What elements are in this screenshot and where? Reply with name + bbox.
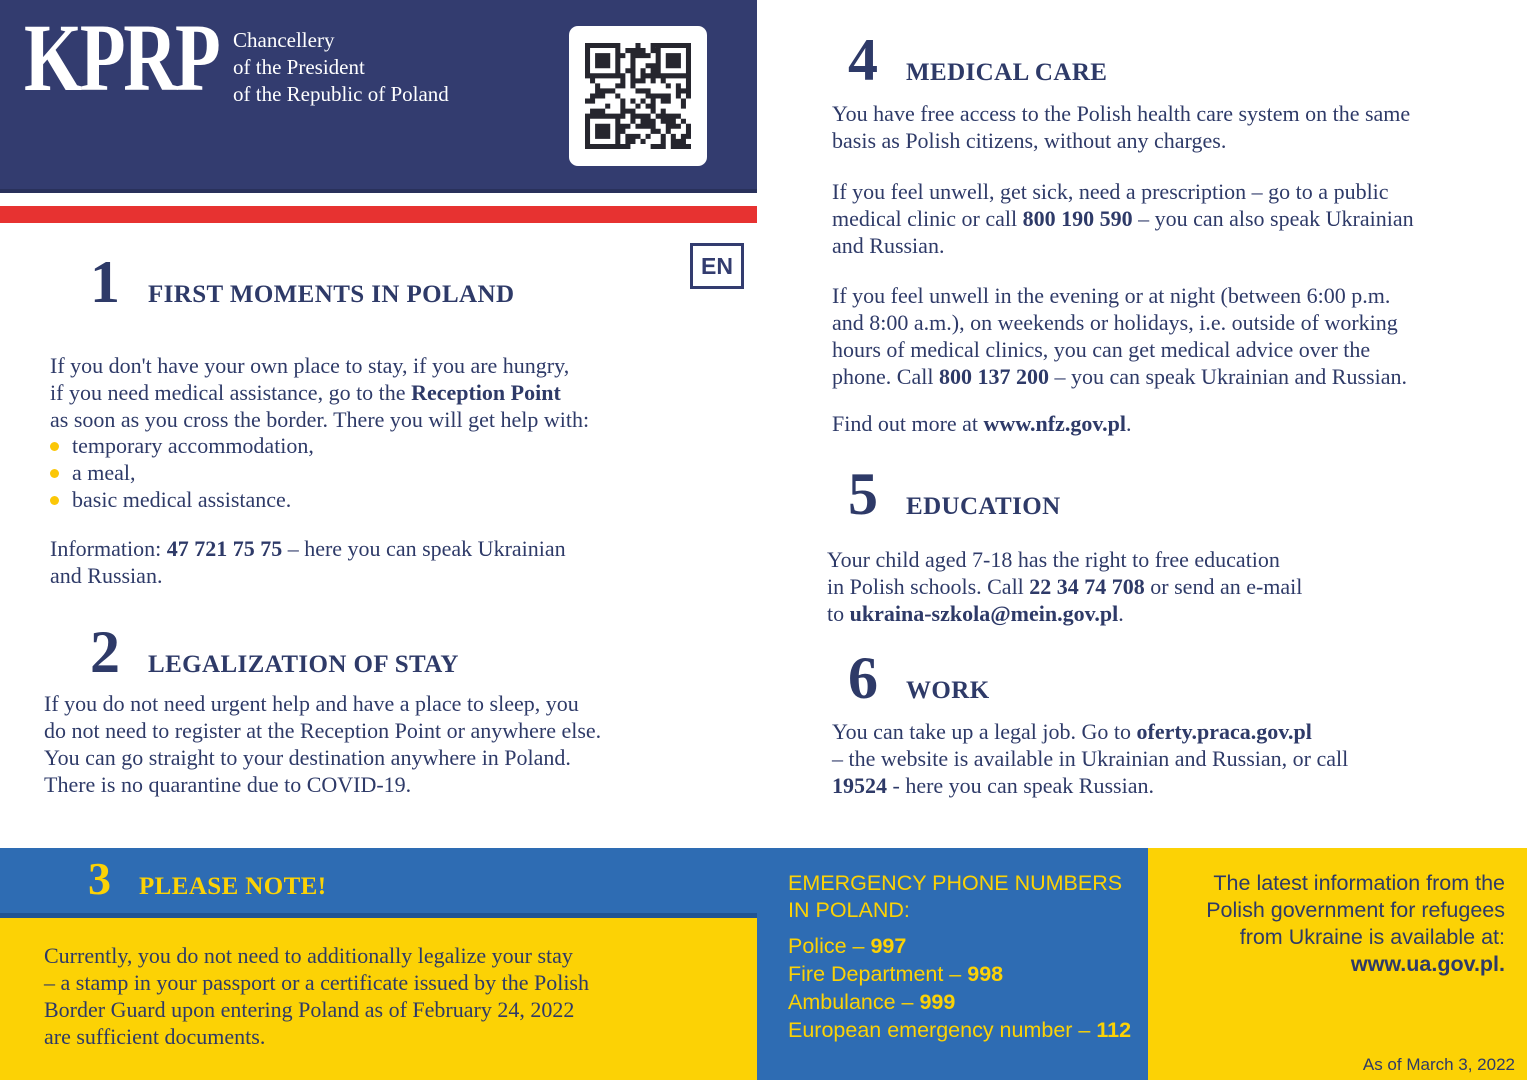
section-4-paragraph-1 bbox=[832, 100, 1410, 154]
section-3-header bbox=[88, 853, 327, 904]
emergency-line-european bbox=[788, 1016, 1131, 1044]
qr-code-image bbox=[585, 43, 691, 149]
emergency-number-list bbox=[788, 932, 1131, 1044]
text-run: Ambulance – bbox=[788, 990, 920, 1014]
as-of-date: As of March 3, 2022 bbox=[1362, 1055, 1515, 1074]
section-2-title: LEGALIZATION OF STAY bbox=[148, 651, 459, 678]
text-run: and Russian. bbox=[50, 563, 163, 588]
section-4-paragraph-2 bbox=[832, 178, 1414, 259]
section-1-bullet-list bbox=[50, 432, 314, 513]
emergency-line-police bbox=[788, 932, 1131, 960]
text-run-bold: 800 190 590 bbox=[1022, 206, 1133, 231]
text-run: or send an e-mail bbox=[1144, 574, 1303, 599]
text-run: IN POLAND: bbox=[788, 898, 910, 922]
text-run: If you feel unwell in the evening or at night (between 6:00 p.m. bbox=[832, 283, 1391, 308]
section-2-header bbox=[90, 619, 459, 685]
text-run: You have free access to the Polish health care system on the same bbox=[832, 101, 1411, 126]
section-1-info bbox=[50, 535, 566, 589]
emergency-line-ambulance bbox=[788, 988, 1131, 1016]
section-3-note-box bbox=[0, 918, 757, 1080]
section-6-header bbox=[848, 645, 990, 711]
section-4-paragraph-3 bbox=[832, 282, 1407, 390]
section-1-title: FIRST MOMENTS IN POLAND bbox=[148, 281, 515, 308]
text-run-bold: 112 bbox=[1096, 1018, 1132, 1042]
bullet-item bbox=[50, 486, 314, 513]
text-run-bold: oferty.praca.gov.pl bbox=[1136, 719, 1312, 744]
bullet-dot-icon bbox=[50, 442, 59, 451]
text-run-bold: 19524 bbox=[832, 773, 887, 798]
org-name-line: Chancellery bbox=[233, 28, 335, 52]
text-run: Polish government for refugees bbox=[1206, 898, 1505, 922]
language-badge-en: EN bbox=[690, 243, 744, 289]
text-run: in Polish schools. Call bbox=[827, 574, 1030, 599]
text-run: medical clinic or call bbox=[832, 206, 1023, 231]
qr-code bbox=[569, 26, 707, 166]
section-5-paragraph bbox=[827, 546, 1302, 627]
text-run: from Ukraine is available at: bbox=[1239, 925, 1505, 949]
section-6-number: 6 bbox=[848, 645, 878, 711]
text-run-bold: 800 137 200 bbox=[938, 364, 1049, 389]
text-run: phone. Call bbox=[832, 364, 939, 389]
section-4-paragraph-4 bbox=[832, 410, 1131, 437]
header-brand-bar bbox=[0, 0, 757, 193]
text-run-bold: 998 bbox=[967, 962, 1004, 986]
section-3-body bbox=[44, 942, 589, 1050]
text-run: – here you can speak Ukrainian bbox=[282, 536, 566, 561]
section-1-intro bbox=[50, 352, 589, 433]
text-run: . bbox=[1118, 601, 1124, 626]
section-4-number: 4 bbox=[848, 27, 878, 93]
org-name-line: of the Republic of Poland bbox=[233, 82, 449, 106]
section-5-header bbox=[848, 461, 1061, 527]
emergency-box bbox=[757, 848, 1148, 1080]
text-run: Your child aged 7-18 has the right to free education bbox=[827, 547, 1280, 572]
text-run: Information: bbox=[50, 536, 167, 561]
section-3-band bbox=[0, 848, 757, 918]
text-run: European emergency number – bbox=[788, 1018, 1097, 1042]
text-run: If you do not need urgent help and have a place to sleep, you bbox=[44, 691, 579, 716]
section-3-title: PLEASE NOTE! bbox=[139, 873, 327, 900]
section-6-paragraph bbox=[832, 718, 1348, 799]
text-run: if you need medical assistance, go to the bbox=[50, 380, 412, 405]
section-5-number: 5 bbox=[848, 461, 878, 527]
kprp-logo: KPRP bbox=[24, 4, 219, 111]
bullet-item bbox=[50, 432, 314, 459]
text-run: – you can also speak Ukrainian bbox=[1132, 206, 1414, 231]
text-run: The latest information from the bbox=[1213, 871, 1505, 895]
text-run: If you don't have your own place to stay, if you are hungry, bbox=[50, 353, 570, 378]
section-1-header bbox=[90, 249, 515, 315]
text-run-bold: 997 bbox=[870, 934, 907, 958]
org-name-line: of the President bbox=[233, 55, 365, 79]
text-run: EMERGENCY PHONE NUMBERS bbox=[788, 871, 1123, 895]
text-run: If you feel unwell, get sick, need a prescription – go to a public bbox=[832, 179, 1389, 204]
bullet-item bbox=[50, 459, 314, 486]
text-run: to bbox=[827, 601, 850, 626]
text-run: and 8:00 a.m.), on weekends or holidays, i.e. outside of working bbox=[832, 310, 1398, 335]
section-4-title: MEDICAL CARE bbox=[906, 59, 1108, 86]
text-run-bold: 22 34 74 708 bbox=[1029, 574, 1145, 599]
text-run: – the website is available in Ukrainian and Russian, or call bbox=[832, 746, 1349, 771]
text-run: There is no quarantine due to COVID-19. bbox=[44, 772, 412, 797]
text-run: as soon as you cross the border. There you will get help with: bbox=[50, 407, 590, 432]
text-run: – you can speak Ukrainian and Russian. bbox=[1048, 364, 1407, 389]
emergency-title bbox=[788, 870, 1122, 924]
text-run: hours of medical clinics, you can get medical advice over the bbox=[832, 337, 1371, 362]
latest-info-text bbox=[1206, 870, 1505, 978]
text-run: Police – bbox=[788, 934, 871, 958]
text-run-bold: 999 bbox=[919, 990, 956, 1014]
text-run: Currently, you do not need to additionally legalize your stay bbox=[44, 943, 573, 968]
org-name bbox=[233, 27, 449, 108]
text-run: and Russian. bbox=[832, 233, 945, 258]
text-run: - here you can speak Russian. bbox=[887, 773, 1154, 798]
bullet-text: basic medical assistance. bbox=[72, 487, 292, 512]
text-run: are sufficient documents. bbox=[44, 1024, 266, 1049]
section-3-number: 3 bbox=[88, 853, 111, 904]
text-run: Fire Department – bbox=[788, 962, 968, 986]
text-run: . bbox=[1125, 411, 1132, 436]
text-run: Border Guard upon entering Poland as of February 24, 2022 bbox=[44, 997, 575, 1022]
section-5-title: EDUCATION bbox=[906, 493, 1061, 520]
text-run: do not need to register at the Reception Point or anywhere else. bbox=[44, 718, 602, 743]
text-run: You can go straight to your destination anywhere in Poland. bbox=[44, 745, 571, 770]
section-4-header bbox=[848, 27, 1108, 93]
bullet-dot-icon bbox=[50, 496, 59, 505]
text-run: – a stamp in your passport or a certificate issued by the Polish bbox=[44, 970, 589, 995]
section-1-number: 1 bbox=[90, 249, 120, 315]
latest-info-box bbox=[1148, 848, 1527, 1080]
text-run-bold: Reception Point bbox=[411, 380, 561, 405]
section-2-number: 2 bbox=[90, 619, 120, 685]
bullet-text: temporary accommodation, bbox=[72, 433, 314, 458]
text-run: Find out more at bbox=[832, 411, 984, 436]
bullet-dot-icon bbox=[50, 469, 59, 478]
bullet-text: a meal, bbox=[72, 460, 136, 485]
flag-red-stripe bbox=[0, 206, 757, 223]
text-run: You can take up a legal job. Go to bbox=[832, 719, 1137, 744]
section-6-title: WORK bbox=[906, 677, 990, 704]
text-run: basis as Polish citizens, without any charges. bbox=[832, 128, 1227, 153]
section-2-body bbox=[44, 690, 601, 798]
emergency-line-fire bbox=[788, 960, 1131, 988]
text-run-bold: www.ua.gov.pl. bbox=[1350, 952, 1505, 976]
text-run-bold: www.nfz.gov.pl bbox=[983, 411, 1126, 436]
text-run-bold: 47 721 75 75 bbox=[166, 536, 283, 561]
text-run-bold: ukraina-szkola@mein.gov.pl bbox=[849, 601, 1119, 626]
